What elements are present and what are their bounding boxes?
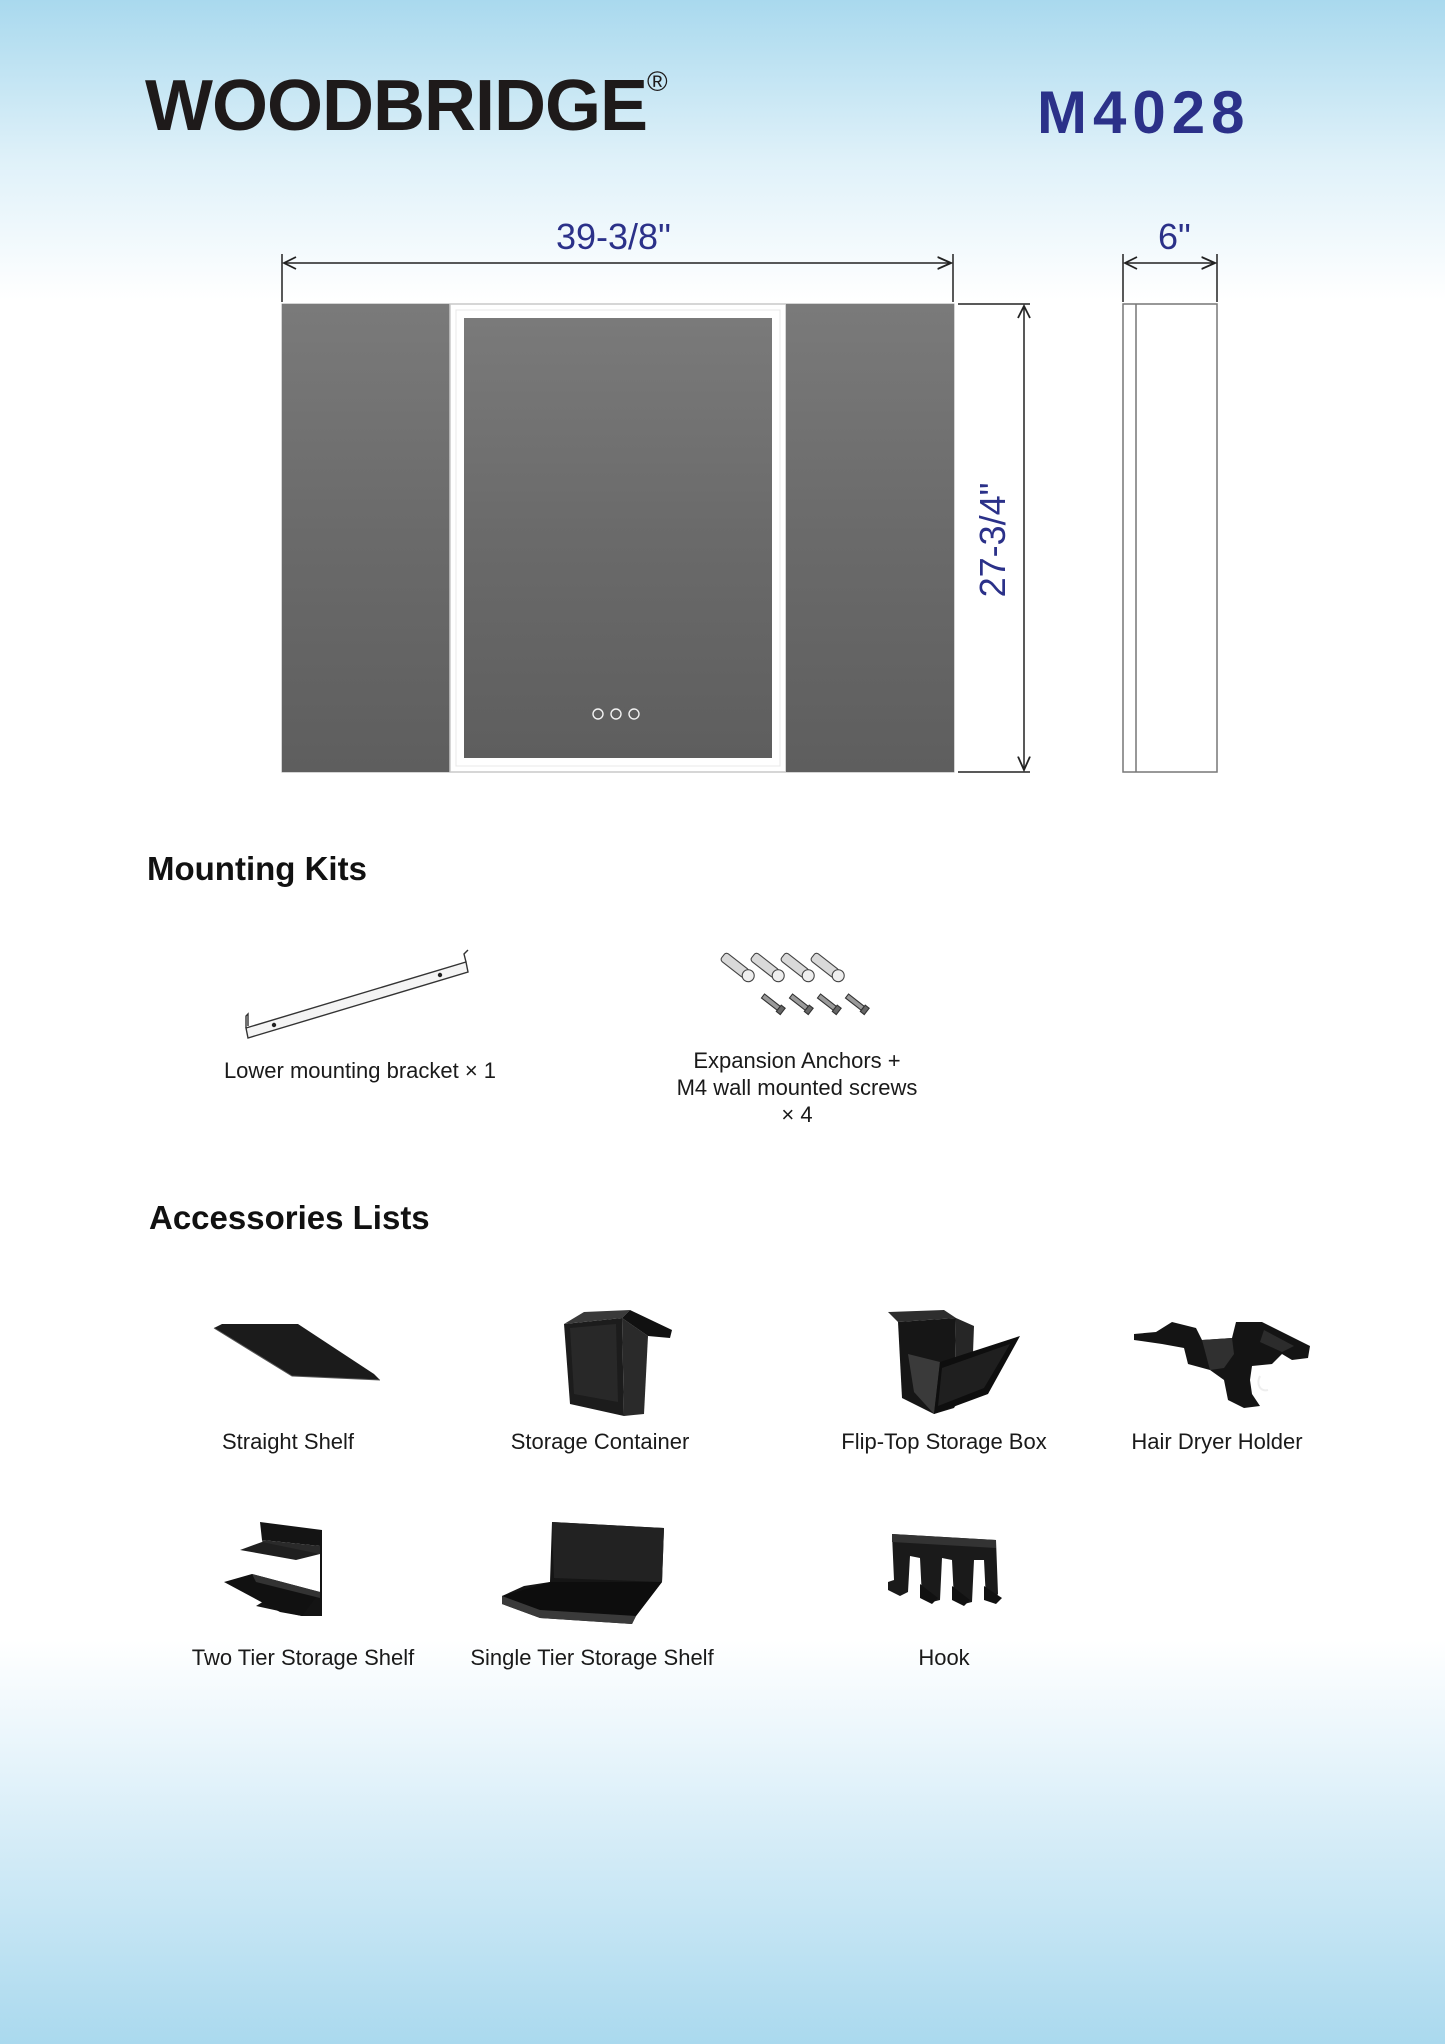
two-tier-storage-shelf-icon — [222, 1520, 328, 1620]
straight-shelf-icon — [212, 1322, 382, 1382]
hair-dryer-holder-label: Hair Dryer Holder — [1131, 1429, 1303, 1454]
anchors-caption-line-1: Expansion Anchors + — [693, 1048, 901, 1073]
straight-shelf-label: Straight Shelf — [221, 1429, 355, 1454]
anchors-screws-caption — [677, 1047, 918, 1128]
depth-dimension-label: 6" — [1158, 216, 1191, 257]
hair-dryer-holder-icon — [1132, 1318, 1312, 1410]
model-number: M4028 — [1037, 79, 1251, 146]
cabinet-side-view — [1120, 302, 1220, 774]
right-mirror-door — [786, 304, 954, 772]
anchors-caption-line-3: × 4 — [781, 1102, 813, 1127]
left-mirror-door — [282, 304, 450, 772]
flip-top-storage-box-icon — [884, 1308, 1024, 1416]
height-dimension-label: 27-3/4" — [972, 482, 1013, 598]
registered-mark: ® — [646, 66, 667, 97]
brand-name: WOODBRIDGE — [145, 66, 647, 146]
anchors-caption-line-2: M4 wall mounted screws — [676, 1075, 918, 1100]
single-tier-storage-shelf-icon — [500, 1520, 668, 1624]
width-dimension-label: 39-3/8" — [556, 216, 671, 257]
hook-label: Hook — [918, 1645, 970, 1670]
single-tier-storage-shelf-label: Single Tier Storage Shelf — [470, 1645, 714, 1670]
accessories-lists-title: Accessories Lists — [149, 1199, 430, 1236]
brand-logo — [145, 66, 667, 146]
flip-top-storage-box-label: Flip-Top Storage Box — [841, 1429, 1047, 1454]
cabinet-front-view — [280, 302, 956, 774]
mounting-bracket-icon — [240, 950, 470, 1040]
anchors-screws-icon — [715, 948, 870, 1023]
mounting-bracket-caption: Lower mounting bracket × 1 — [223, 1058, 497, 1083]
storage-container-icon — [560, 1308, 675, 1420]
two-tier-storage-shelf-label: Two Tier Storage Shelf — [191, 1645, 415, 1670]
hook-icon — [884, 1530, 1004, 1610]
storage-container-label: Storage Container — [510, 1429, 690, 1454]
mounting-kits-title: Mounting Kits — [147, 850, 367, 887]
